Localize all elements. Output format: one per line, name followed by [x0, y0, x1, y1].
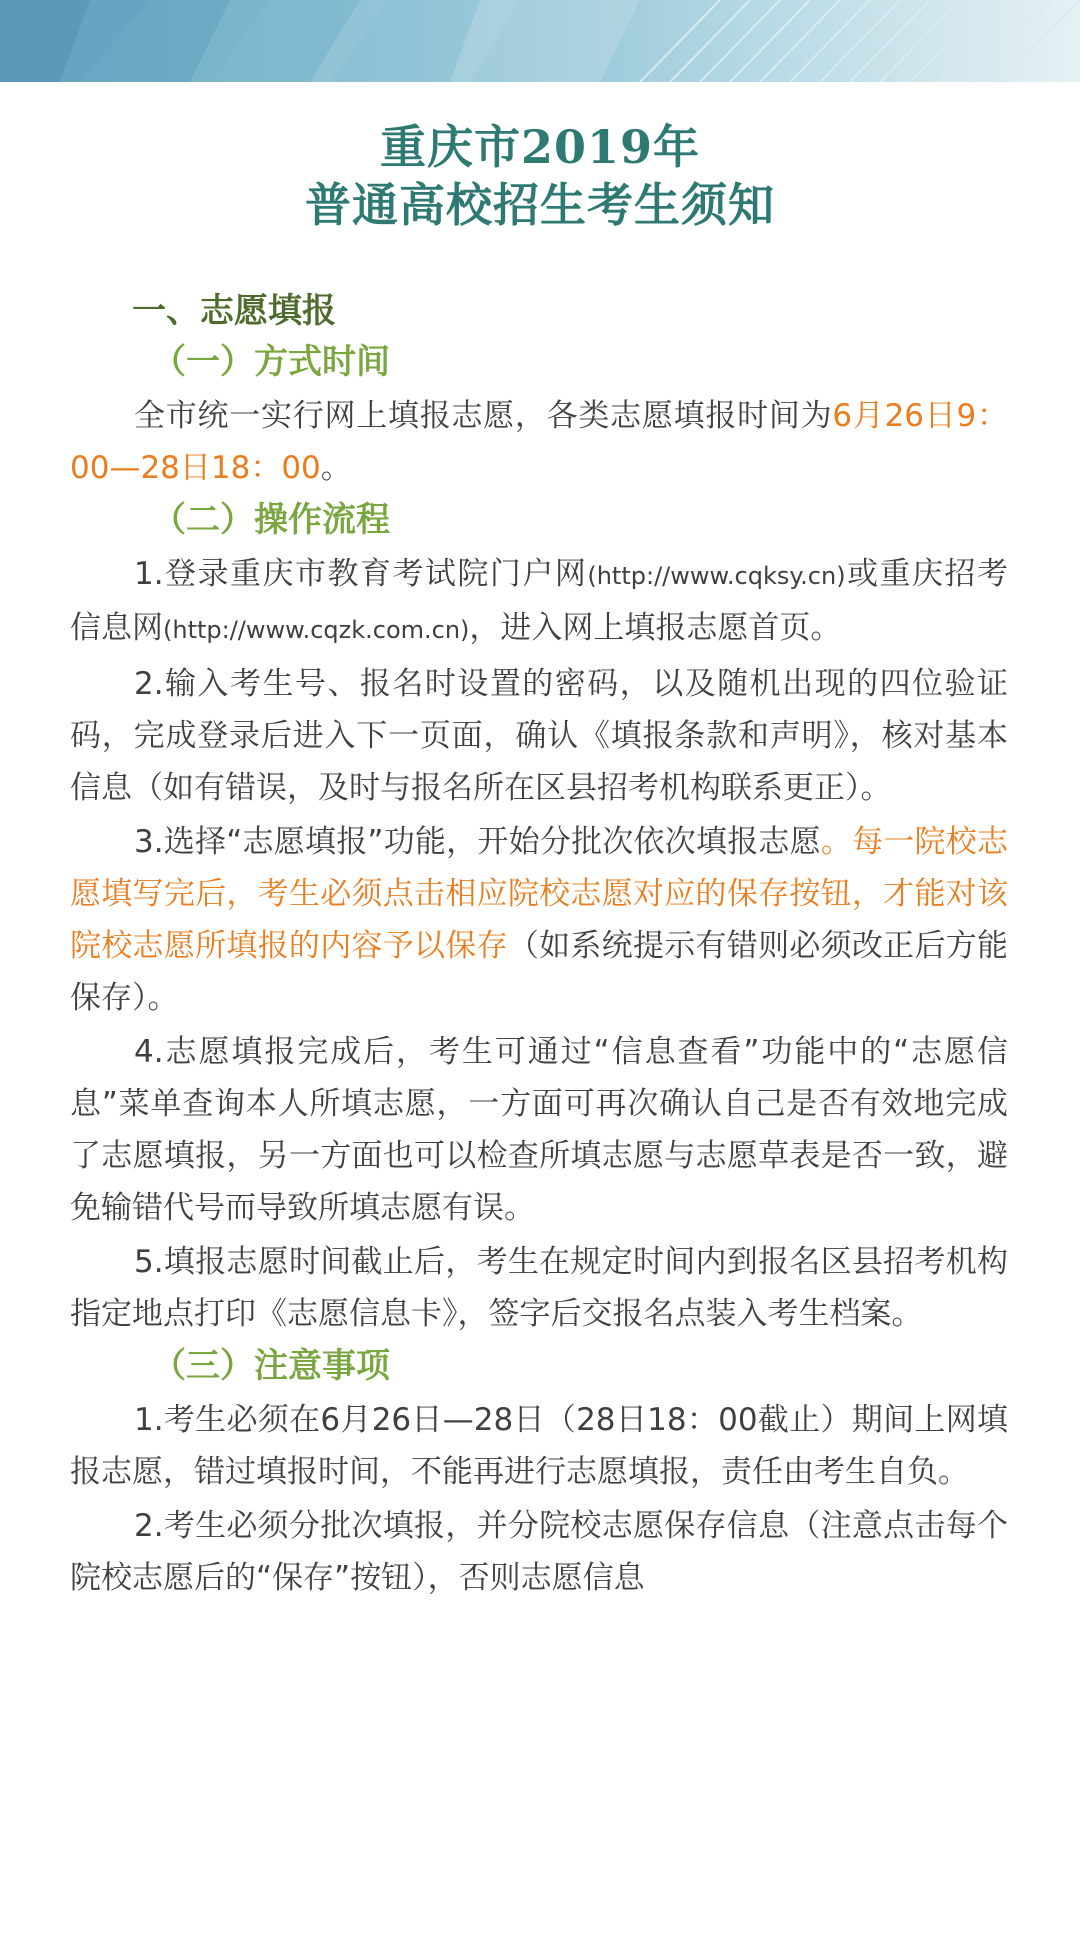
text-segment: 或重庆招考信息网 — [70, 556, 1008, 646]
text-segment: （如系统提示有错则必须改正后方能保存）。 — [70, 928, 1009, 1016]
paragraph-step-5: 5.填报志愿时间截止后，考生在规定时间内到报名区县招考机构指定地点打印《志愿信息卡》，签字后交报名点装入考生档案。 — [70, 1244, 1008, 1332]
section-heading-volunteer-filling: 一、志愿填报 — [132, 291, 336, 331]
title-line-2: 普通高校招生考生须知 — [305, 178, 775, 232]
paragraph-step-3 — [70, 816, 1008, 1024]
subheading-notes: （三）注意事项 — [152, 1346, 390, 1386]
document-body — [70, 286, 1008, 1604]
text-segment: 全市统一实行网上填报志愿，各类志愿填报时间为 — [134, 398, 833, 434]
document-title — [0, 118, 1080, 234]
subheading-operation-process: （二）操作流程 — [152, 500, 390, 540]
paragraph-method-time — [70, 390, 1008, 494]
text-segment: 1.登录重庆市教育考试院门户网 — [134, 556, 588, 592]
url-cqzk: (http://www.cqzk.com.cn) — [163, 616, 470, 644]
geometric-pattern — [0, 0, 1080, 82]
text-segment: 3.选择“志愿填报”功能，开始分批次依次填报志愿 — [134, 824, 821, 860]
paragraph-note-1: 1.考生必须在6月26日—28日（28日18：00截止）期间上网填报志愿，错过填报时间，不能再进行志愿填报，责任由考生自负。 — [70, 1402, 1008, 1490]
top-decorative-banner — [0, 0, 1080, 82]
highlight-save-instruction: 。每一院校志愿填写完后，考生必须点击相应院校志愿对应的保存按钮，才能对该院校志愿所填报的内容予以保存 — [70, 824, 1008, 964]
subheading-method-time: （一）方式时间 — [152, 342, 390, 382]
paragraph-note-2: 2.考生必须分批次填报，并分院校志愿保存信息（注意点击每个院校志愿后的“保存”按钮），否则志愿信息 — [70, 1508, 1008, 1596]
highlight-date-range: 6月26日9：00—28日18：00 — [70, 398, 1008, 486]
text-segment: ，进入网上填报志愿首页。 — [469, 610, 842, 646]
paragraph-step-2: 2.输入考生号、报名时设置的密码，以及随机出现的四位验证码，完成登录后进入下一页面，确认《填报条款和声明》，核对基本信息（如有错误，及时与报名所在区县招考机构联系更正）。 — [70, 666, 1008, 806]
text-segment: 。 — [320, 450, 352, 486]
paragraph-step-1 — [70, 548, 1008, 656]
url-cqksy: (http://www.cqksy.cn) — [587, 562, 846, 590]
title-line-1: 重庆市2019年 — [379, 120, 701, 174]
paragraph-step-4: 4.志愿填报完成后，考生可通过“信息查看”功能中的“志愿信息”菜单查询本人所填志愿，一方面可再次确认自己是否有效地完成了志愿填报，另一方面也可以检查所填志愿与志愿草表是否一致，避免输错代号而导致所填志愿有误。 — [70, 1034, 1008, 1226]
